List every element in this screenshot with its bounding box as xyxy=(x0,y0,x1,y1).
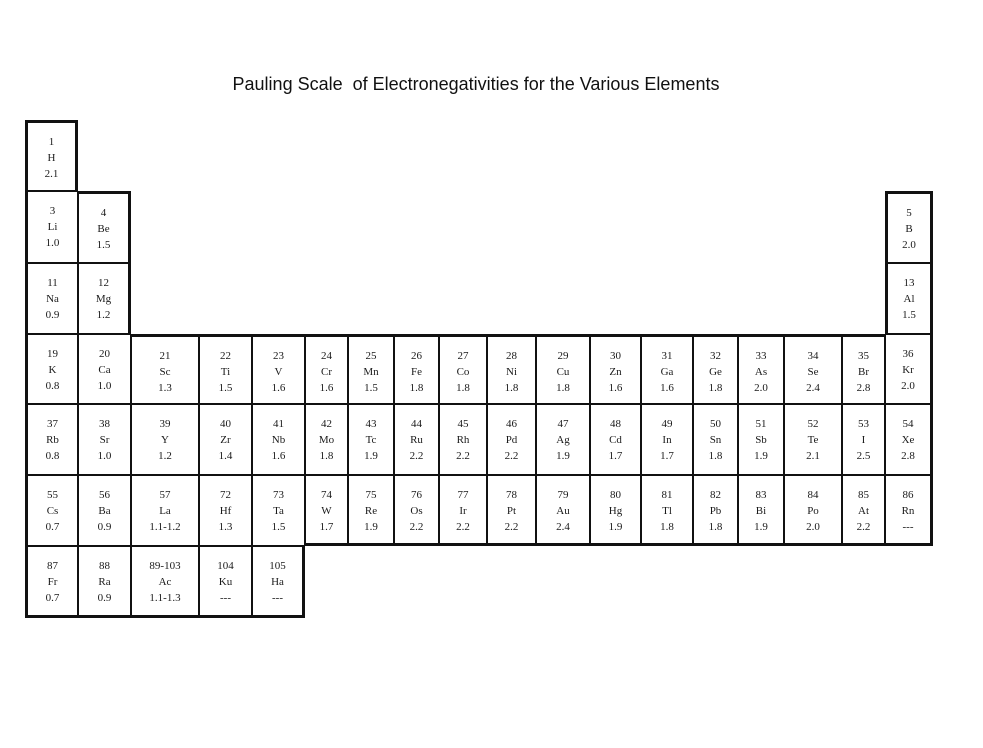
element-symbol: Po xyxy=(807,505,819,517)
electronegativity-value: 1.5 xyxy=(271,521,286,533)
element-cell xyxy=(738,404,784,475)
atomic-number: 50 xyxy=(710,418,721,430)
element-symbol: Ge xyxy=(709,366,722,378)
electronegativity-value: 1.8 xyxy=(708,450,723,462)
element-cell xyxy=(590,334,641,404)
atomic-number: 31 xyxy=(661,350,673,362)
element-symbol: V xyxy=(274,366,283,378)
element-cell xyxy=(487,334,536,404)
electronegativity-value: 1.9 xyxy=(556,450,570,462)
element-symbol: Cd xyxy=(609,434,622,446)
electronegativity-value: 2.8 xyxy=(901,450,915,462)
element-symbol: Os xyxy=(410,505,423,517)
element-symbol: Zn xyxy=(609,366,622,378)
element-cell xyxy=(78,191,131,263)
electronegativity-value: 2.0 xyxy=(754,382,768,394)
electronegativity-value: 2.2 xyxy=(409,450,424,462)
element-cell xyxy=(252,404,305,475)
element-symbol: Fe xyxy=(411,366,422,378)
element-symbol: Cs xyxy=(46,505,59,517)
element-cell xyxy=(693,404,738,475)
electronegativity-value: 1.0 xyxy=(97,450,112,462)
atomic-number: 87 xyxy=(47,560,58,572)
electronegativity-value: 0.9 xyxy=(45,309,60,321)
element-cell xyxy=(131,404,199,475)
element-symbol: Cr xyxy=(321,366,332,378)
element-cell xyxy=(348,475,394,546)
electronegativity-value: 2.2 xyxy=(456,450,470,462)
atomic-number: 4 xyxy=(100,207,107,219)
element-symbol: Hf xyxy=(219,505,232,517)
electronegativity-value: 2.2 xyxy=(504,521,519,533)
electronegativity-value: 1.9 xyxy=(364,521,378,533)
element-cell xyxy=(842,334,885,404)
element-cell xyxy=(199,404,252,475)
atomic-number: 28 xyxy=(506,350,517,362)
atomic-number: 57 xyxy=(159,489,171,501)
element-symbol: Li xyxy=(47,221,58,233)
atomic-number: 40 xyxy=(220,418,231,430)
atomic-number: 38 xyxy=(99,418,110,430)
electronegativity-value: 1.6 xyxy=(660,382,674,394)
electronegativity-value: 0.7 xyxy=(45,592,60,604)
element-symbol: Mn xyxy=(363,366,379,378)
atomic-number: 13 xyxy=(903,277,915,289)
electronegativity-value: 0.8 xyxy=(45,450,60,462)
element-symbol: Ga xyxy=(660,366,674,378)
electronegativity-value: 1.1-1.3 xyxy=(149,592,181,604)
element-symbol: Ac xyxy=(158,576,172,588)
element-cell xyxy=(131,546,199,618)
element-symbol: K xyxy=(48,364,57,376)
atomic-number: 23 xyxy=(273,350,284,362)
electronegativity-value: 1.7 xyxy=(608,450,623,462)
electronegativity-value: 2.2 xyxy=(456,521,470,533)
electronegativity-value: 2.2 xyxy=(856,521,871,533)
element-symbol: Au xyxy=(556,505,570,517)
element-cell xyxy=(842,404,885,475)
element-cell xyxy=(199,546,252,618)
element-symbol: Al xyxy=(903,293,915,305)
element-symbol: Sr xyxy=(99,434,110,446)
element-cell xyxy=(252,546,305,618)
atomic-number: 88 xyxy=(99,560,110,572)
atomic-number: 76 xyxy=(411,489,422,501)
atomic-number: 104 xyxy=(217,560,234,572)
atomic-number: 21 xyxy=(159,350,171,362)
element-symbol: Ba xyxy=(98,505,111,517)
atomic-number: 42 xyxy=(321,418,332,430)
atomic-number: 74 xyxy=(321,489,332,501)
element-cell xyxy=(784,334,842,404)
element-symbol: Ku xyxy=(218,576,233,588)
electronegativity-value: 1.5 xyxy=(364,382,378,394)
electronegativity-value: 1.8 xyxy=(660,521,674,533)
atomic-number: 84 xyxy=(807,489,819,501)
electronegativity-value: --- xyxy=(220,592,231,604)
electronegativity-value: 1.5 xyxy=(96,239,111,251)
atomic-number: 43 xyxy=(365,418,377,430)
electronegativity-value: 2.0 xyxy=(901,380,915,392)
element-symbol: Kr xyxy=(902,364,914,376)
electronegativity-value: 0.9 xyxy=(97,592,112,604)
electronegativity-value: 2.5 xyxy=(856,450,871,462)
element-symbol: Cu xyxy=(556,366,570,378)
atomic-number: 5 xyxy=(906,207,912,219)
atomic-number: 53 xyxy=(858,418,869,430)
electronegativity-value: 1.6 xyxy=(271,450,286,462)
element-cell xyxy=(487,475,536,546)
element-cell xyxy=(394,334,439,404)
element-cell xyxy=(738,475,784,546)
atomic-number: 27 xyxy=(457,350,469,362)
element-cell xyxy=(738,334,784,404)
element-symbol: H xyxy=(47,152,56,164)
atomic-number: 19 xyxy=(47,348,58,360)
electronegativity-value: 1.6 xyxy=(271,382,286,394)
electronegativity-value: 1.5 xyxy=(218,382,233,394)
atomic-number: 78 xyxy=(506,489,517,501)
atomic-number: 1 xyxy=(48,136,55,148)
element-cell xyxy=(131,475,199,546)
atomic-number: 86 xyxy=(902,489,914,501)
atomic-number: 11 xyxy=(47,277,58,289)
element-cell xyxy=(348,404,394,475)
element-cell xyxy=(25,120,78,191)
element-cell xyxy=(784,404,842,475)
electronegativity-value: 1.8 xyxy=(456,382,470,394)
element-symbol: Xe xyxy=(901,434,915,446)
element-cell xyxy=(252,334,305,404)
element-symbol: Ag xyxy=(556,434,570,446)
element-symbol: Bi xyxy=(755,505,767,517)
element-cell xyxy=(536,334,590,404)
atomic-number: 39 xyxy=(159,418,171,430)
element-symbol: Br xyxy=(858,366,869,378)
electronegativity-value: 1.6 xyxy=(608,382,623,394)
electronegativity-value: 1.8 xyxy=(708,521,723,533)
atomic-number: 44 xyxy=(411,418,422,430)
atomic-number: 46 xyxy=(506,418,517,430)
element-symbol: At xyxy=(858,505,869,517)
atomic-number: 20 xyxy=(99,348,110,360)
element-cell xyxy=(78,263,131,334)
element-symbol: W xyxy=(321,505,332,517)
electronegativity-value: 1.8 xyxy=(556,382,570,394)
element-cell xyxy=(693,334,738,404)
electronegativity-value: 2.1 xyxy=(806,450,820,462)
element-symbol: Se xyxy=(807,366,819,378)
element-cell xyxy=(25,263,78,334)
atomic-number: 24 xyxy=(321,350,332,362)
electronegativity-value: 0.9 xyxy=(97,521,112,533)
atomic-number: 35 xyxy=(858,350,869,362)
electronegativity-value: 2.8 xyxy=(856,382,871,394)
element-cell xyxy=(439,475,487,546)
electronegativity-value: 1.4 xyxy=(218,450,233,462)
element-symbol: Sn xyxy=(709,434,722,446)
atomic-number: 56 xyxy=(99,489,110,501)
element-symbol: As xyxy=(754,366,768,378)
element-cell xyxy=(78,404,131,475)
element-symbol: Ti xyxy=(220,366,231,378)
element-symbol: Pd xyxy=(505,434,518,446)
atomic-number: 30 xyxy=(610,350,621,362)
element-cell xyxy=(305,475,348,546)
element-cell xyxy=(78,334,131,404)
atomic-number: 49 xyxy=(661,418,673,430)
element-cell xyxy=(885,475,933,546)
atomic-number: 26 xyxy=(411,350,422,362)
element-cell xyxy=(641,334,693,404)
element-symbol: In xyxy=(662,434,672,446)
atomic-number: 3 xyxy=(49,205,56,217)
element-symbol: Na xyxy=(46,293,59,305)
electronegativity-value: 1.0 xyxy=(97,380,112,392)
electronegativity-value: --- xyxy=(272,592,283,604)
atomic-number: 55 xyxy=(47,489,58,501)
element-symbol: Ra xyxy=(98,576,111,588)
element-symbol: Zr xyxy=(220,434,231,446)
element-symbol: Mo xyxy=(318,434,335,446)
element-symbol: Y xyxy=(161,434,169,446)
electronegativity-value: 1.2 xyxy=(158,450,172,462)
element-cell xyxy=(641,475,693,546)
element-symbol: La xyxy=(159,505,171,517)
element-cell xyxy=(487,404,536,475)
element-cell xyxy=(439,334,487,404)
electronegativity-value: 1.9 xyxy=(364,450,378,462)
electronegativity-value: 0.7 xyxy=(45,521,60,533)
atomic-number: 32 xyxy=(710,350,721,362)
element-symbol: Ha xyxy=(271,576,284,588)
element-symbol: Ru xyxy=(410,434,423,446)
atomic-number: 79 xyxy=(557,489,569,501)
element-symbol: Tl xyxy=(662,505,672,517)
electronegativity-value: 1.7 xyxy=(660,450,674,462)
element-symbol: Ir xyxy=(459,505,467,517)
atomic-number: 36 xyxy=(902,348,914,360)
electronegativity-value: 1.2 xyxy=(96,309,111,321)
element-cell xyxy=(131,334,199,404)
atomic-number: 47 xyxy=(557,418,569,430)
element-symbol: Ca xyxy=(98,364,111,376)
electronegativity-value: 1.0 xyxy=(45,237,60,249)
electronegativity-value: 1.9 xyxy=(754,450,768,462)
electronegativity-value: 2.1 xyxy=(44,168,59,180)
element-cell xyxy=(536,475,590,546)
atomic-number: 82 xyxy=(710,489,721,501)
element-cell xyxy=(641,404,693,475)
atomic-number: 89-103 xyxy=(149,560,181,572)
element-symbol: Ni xyxy=(506,366,517,378)
atomic-number: 12 xyxy=(98,277,109,289)
element-cell xyxy=(199,475,252,546)
electronegativity-value: 2.0 xyxy=(806,521,820,533)
atomic-number: 45 xyxy=(457,418,469,430)
element-cell xyxy=(25,334,78,404)
element-cell xyxy=(78,475,131,546)
atomic-number: 29 xyxy=(557,350,569,362)
atomic-number: 33 xyxy=(755,350,767,362)
element-symbol: Tc xyxy=(365,434,377,446)
element-cell xyxy=(305,404,348,475)
element-cell xyxy=(394,475,439,546)
electronegativity-value: 1.3 xyxy=(218,521,233,533)
element-cell xyxy=(78,546,131,618)
element-symbol: Rn xyxy=(901,505,915,517)
atomic-number: 52 xyxy=(807,418,819,430)
atomic-number: 72 xyxy=(220,489,231,501)
atomic-number: 85 xyxy=(858,489,869,501)
element-cell xyxy=(842,475,885,546)
element-symbol: Pb xyxy=(709,505,722,517)
electronegativity-value: --- xyxy=(902,521,914,533)
electronegativity-value: 1.8 xyxy=(319,450,334,462)
element-cell xyxy=(348,334,394,404)
atomic-number: 48 xyxy=(610,418,621,430)
element-cell xyxy=(885,334,933,404)
electronegativity-value: 2.0 xyxy=(902,239,916,251)
atomic-number: 75 xyxy=(365,489,377,501)
atomic-number: 83 xyxy=(755,489,767,501)
electronegativity-value: 2.2 xyxy=(409,521,424,533)
electronegativity-value: 1.6 xyxy=(319,382,334,394)
element-symbol: Be xyxy=(97,223,110,235)
element-cell xyxy=(305,334,348,404)
element-cell xyxy=(199,334,252,404)
electronegativity-value: 1.3 xyxy=(158,382,172,394)
electronegativity-value: 2.4 xyxy=(806,382,820,394)
element-symbol: Ta xyxy=(273,505,284,517)
electronegativity-value: 1.1-1.2 xyxy=(149,521,181,533)
atomic-number: 51 xyxy=(755,418,767,430)
element-cell xyxy=(25,191,78,263)
element-symbol: B xyxy=(905,223,913,235)
electronegativity-value: 1.8 xyxy=(708,382,723,394)
element-cell xyxy=(25,475,78,546)
element-symbol: Sb xyxy=(755,434,767,446)
element-symbol: Hg xyxy=(608,505,623,517)
electronegativity-value: 2.2 xyxy=(504,450,519,462)
element-symbol: Nb xyxy=(271,434,286,446)
atomic-number: 22 xyxy=(220,350,231,362)
atomic-number: 54 xyxy=(902,418,914,430)
electronegativity-value: 1.7 xyxy=(319,521,334,533)
element-symbol: I xyxy=(861,434,866,446)
element-symbol: Re xyxy=(364,505,378,517)
element-cell xyxy=(252,475,305,546)
element-cell xyxy=(590,475,641,546)
element-cell xyxy=(693,475,738,546)
element-cell xyxy=(439,404,487,475)
electronegativity-value: 1.9 xyxy=(608,521,623,533)
element-symbol: Te xyxy=(807,434,819,446)
electronegativity-value: 1.9 xyxy=(754,521,768,533)
element-cell xyxy=(885,191,933,263)
element-cell xyxy=(885,263,933,334)
element-symbol: Sc xyxy=(159,366,171,378)
atomic-number: 73 xyxy=(273,489,284,501)
element-cell xyxy=(590,404,641,475)
element-symbol: Fr xyxy=(47,576,58,588)
element-cell xyxy=(536,404,590,475)
electronegativity-value: 1.5 xyxy=(902,309,916,321)
element-symbol: Mg xyxy=(95,293,112,305)
element-symbol: Rh xyxy=(456,434,470,446)
element-cell xyxy=(784,475,842,546)
element-symbol: Pt xyxy=(506,505,517,517)
electronegativity-value: 1.8 xyxy=(504,382,519,394)
atomic-number: 81 xyxy=(661,489,673,501)
atomic-number: 77 xyxy=(457,489,469,501)
element-symbol: Co xyxy=(456,366,470,378)
page-title: Pauling Scale of Electronegativities for the Various Elements xyxy=(232,74,720,94)
element-cell xyxy=(394,404,439,475)
atomic-number: 105 xyxy=(269,560,286,572)
atomic-number: 25 xyxy=(365,350,377,362)
electronegativity-value: 2.4 xyxy=(556,521,570,533)
element-cell xyxy=(25,546,78,618)
atomic-number: 41 xyxy=(273,418,284,430)
element-symbol: Rb xyxy=(46,434,59,446)
atomic-number: 34 xyxy=(807,350,819,362)
atomic-number: 37 xyxy=(47,418,58,430)
electronegativity-value: 0.8 xyxy=(45,380,60,392)
electronegativity-value: 1.8 xyxy=(409,382,424,394)
atomic-number: 80 xyxy=(610,489,621,501)
element-cell xyxy=(25,404,78,475)
element-cell xyxy=(885,404,933,475)
